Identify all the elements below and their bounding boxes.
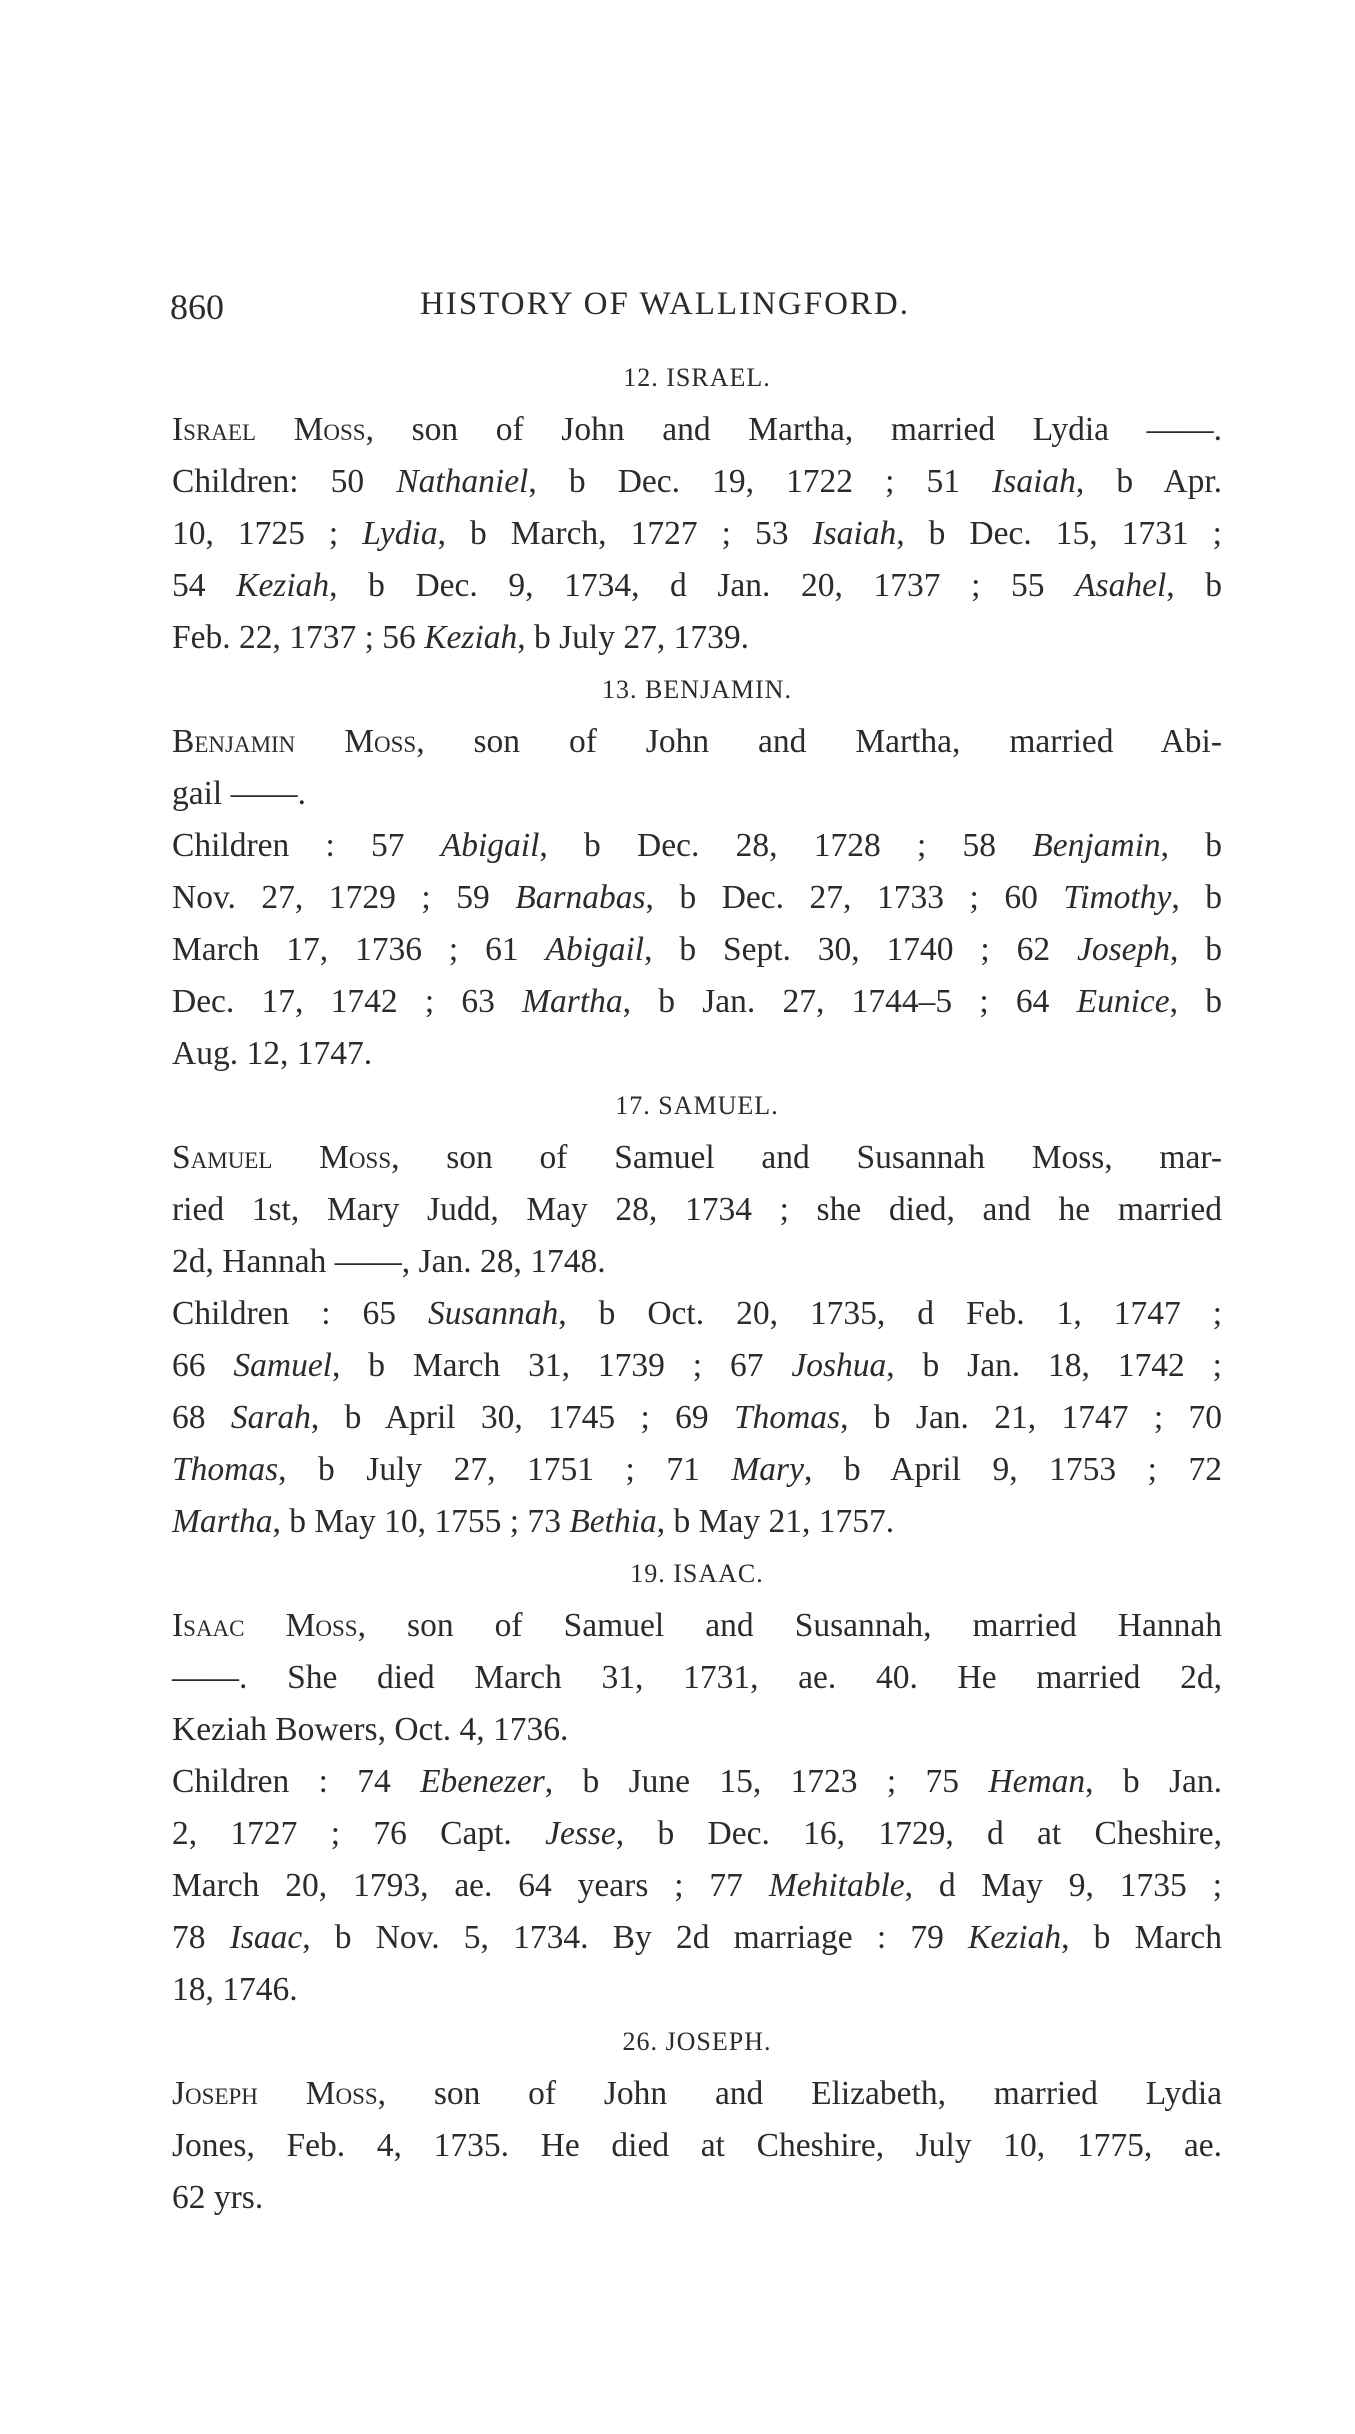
text-line: 2, 1727 ; 76 Capt. Jesse, b Dec. 16, 1729, d at Cheshire,	[172, 1815, 1222, 1852]
paragraph	[172, 1600, 1222, 1756]
paragraph	[172, 1132, 1222, 1288]
text-line: Isaac Moss, son of Samuel and Susannah, married Hannah	[172, 1607, 1222, 1644]
text-line: 78 Isaac, b Nov. 5, 1734. By 2d marriage : 79 Keziah, b March	[172, 1919, 1223, 1956]
text-line: ——. She died March 31, 1731, ae. 40. He married 2d,	[172, 1659, 1222, 1696]
section-heading: 17. SAMUEL.	[615, 1091, 779, 1120]
text-line: Martha, b May 10, 1755 ; 73 Bethia, b May 21, 1757.	[172, 1503, 895, 1540]
paragraph	[172, 2068, 1222, 2224]
text-line: Children : 74 Ebenezer, b June 15, 1723 ; 75 Heman, b Jan.	[172, 1763, 1223, 1800]
section-heading: 19. ISAAC.	[630, 1559, 764, 1588]
text-line: Nov. 27, 1729 ; 59 Barnabas, b Dec. 27, 1733 ; 60 Timothy, b	[172, 879, 1222, 916]
text-line: Jones, Feb. 4, 1735. He died at Cheshire, July 10, 1775, ae.	[172, 2127, 1222, 2164]
text-line: gail ——.	[172, 775, 306, 812]
page-body	[172, 352, 1222, 2224]
text-line: Children : 57 Abigail, b Dec. 28, 1728 ; 58 Benjamin, b	[172, 827, 1223, 864]
text-line: Samuel Moss, son of Samuel and Susannah Moss, mar-	[172, 1139, 1222, 1176]
paragraph	[172, 716, 1222, 820]
section-heading: 12. ISRAEL.	[623, 363, 771, 392]
section-heading: 13. BENJAMIN.	[602, 675, 792, 704]
text-line: 66 Samuel, b March 31, 1739 ; 67 Joshua, b Jan. 18, 1742 ;	[172, 1347, 1222, 1384]
text-line: Keziah Bowers, Oct. 4, 1736.	[172, 1711, 569, 1748]
text-line: Thomas, b July 27, 1751 ; 71 Mary, b April 9, 1753 ; 72	[172, 1451, 1222, 1488]
paragraph	[172, 1288, 1222, 1548]
section-heading: 26. JOSEPH.	[622, 2027, 772, 2056]
text-line: March 17, 1736 ; 61 Abigail, b Sept. 30, 1740 ; 62 Joseph, b	[172, 931, 1222, 968]
paragraph	[172, 820, 1222, 1080]
text-line: 68 Sarah, b April 30, 1745 ; 69 Thomas, b Jan. 21, 1747 ; 70	[172, 1399, 1222, 1436]
text-line: Benjamin Moss, son of John and Martha, married Abi-	[172, 723, 1223, 760]
text-line: March 20, 1793, ae. 64 years ; 77 Mehitable, d May 9, 1735 ;	[172, 1867, 1222, 1904]
text-line: Children: 50 Nathaniel, b Dec. 19, 1722 ; 51 Isaiah, b Apr.	[172, 463, 1222, 500]
text-line: 18, 1746.	[172, 1971, 298, 2008]
page-number: 860	[170, 287, 224, 327]
text-line: Children : 65 Susannah, b Oct. 20, 1735, d Feb. 1, 1747 ;	[172, 1295, 1222, 1332]
text-line: Israel Moss, son of John and Martha, married Lydia ——.	[172, 411, 1222, 448]
text-line: Feb. 22, 1737 ; 56 Keziah, b July 27, 1739.	[172, 619, 749, 656]
paragraph	[172, 1756, 1222, 2016]
text-line: 54 Keziah, b Dec. 9, 1734, d Jan. 20, 1737 ; 55 Asahel, b	[172, 567, 1222, 604]
text-line: 2d, Hannah ——, Jan. 28, 1748.	[172, 1243, 606, 1280]
text-line: Joseph Moss, son of John and Elizabeth, married Lydia	[172, 2075, 1223, 2112]
text-line: Dec. 17, 1742 ; 63 Martha, b Jan. 27, 1744–5 ; 64 Eunice, b	[172, 983, 1222, 1020]
text-line: 62 yrs.	[172, 2179, 264, 2216]
text-line: 10, 1725 ; Lydia, b March, 1727 ; 53 Isaiah, b Dec. 15, 1731 ;	[172, 515, 1222, 552]
paragraph	[172, 404, 1222, 664]
text-line: Aug. 12, 1747.	[172, 1035, 373, 1072]
text-line: ried 1st, Mary Judd, May 28, 1734 ; she died, and he married	[172, 1191, 1222, 1228]
book-title: HISTORY OF WALLINGFORD.	[420, 286, 911, 322]
